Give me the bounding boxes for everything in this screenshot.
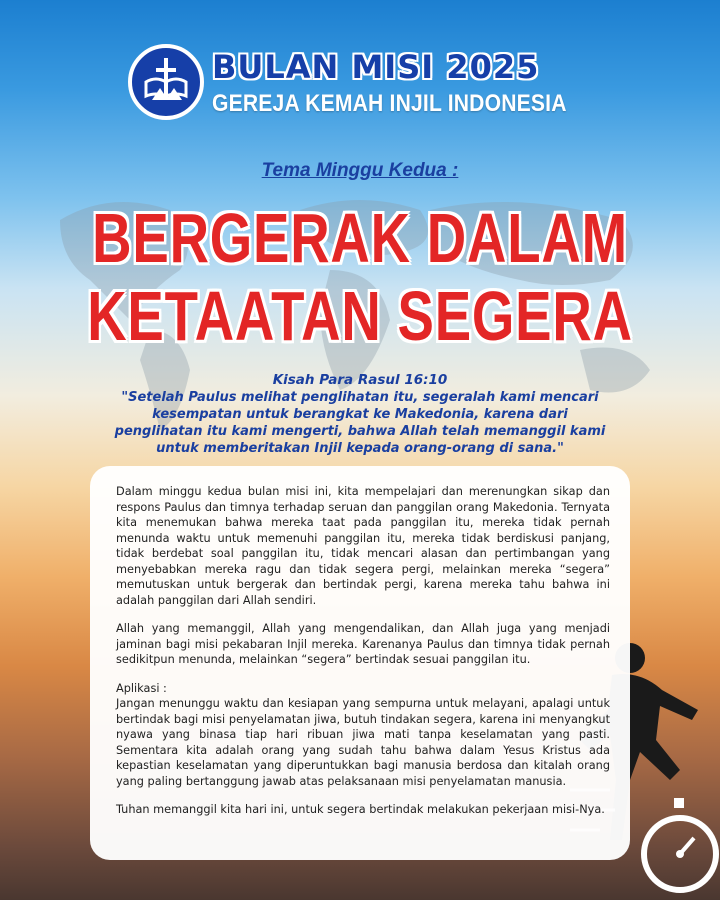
stopwatch-icon bbox=[636, 792, 720, 900]
verse-line: kesempatan untuk berangkat ke Makedonia, karena dari bbox=[152, 407, 568, 422]
message-card bbox=[90, 466, 630, 860]
headline-line-2: KETAATAN SEGERA bbox=[87, 277, 633, 355]
application-text: Jangan menunggu waktu dan kesiapan yang sempurna untuk melayani, apalagi untuk bertindak bagi misi penyelamatan jiwa, butuh tindakan segera, karena ini menyangkut nyawa yang binasa tiap hari ribuan jiwa mati tanpa keselamatan yang pasti. Sementara kita adalah orang yang sudah tahu bahwa dalam Yesus Kristus ada kepastian keselamatan yang diperuntukkan bagi manusia berdosa dan kitalah orang yang paling bertanggung jawab atas pelaksanaan misi penyelamatan manusia. bbox=[116, 697, 610, 788]
verse-line: penglihatan itu kami mengerti, bahwa Allah telah memanggil kami bbox=[114, 424, 606, 439]
bible-verse bbox=[100, 372, 620, 457]
card-body bbox=[116, 484, 610, 831]
verse-line: untuk memberitakan Injil kepada orang-orang di sana." bbox=[156, 441, 564, 456]
org-title: BULAN MISI 2025 bbox=[212, 48, 540, 86]
theme-label: Tema Minggu Kedua : bbox=[261, 160, 459, 181]
headline-line-1: BERGERAK DALAM bbox=[92, 199, 628, 277]
paragraph-1: Dalam minggu kedua bulan misi ini, kita mempelajari dan merenungkan sikap dan respons Paulus dan timnya terhadap seruan dan panggilan orang Makedonia. Ternyata kita menemukan bahwa mereka taat pada panggilan itu, mereka tidak pernah menunda waktu untuk memenuhi panggilan itu, mereka tidak berdiskusi panjang, tidak berdebat soal panggilan itu, tidak mencari alasan dan pertimbangan yang menyebabkan mereka ragu dan tidak segera pergi, melainkan mereka “segera” memutuskan untuk bergerak dan bertindak pergi, karena mereka tahu bahwa ini adalah panggilan dari Allah sendiri. bbox=[116, 485, 610, 607]
verse-reference: Kisah Para Rasul 16:10 bbox=[272, 372, 448, 388]
paragraph-2: Allah yang memanggil, Allah yang mengendalikan, dan Allah juga yang menjadi jaminan bagi misi pekabaran Injil mereka. Karenanya Paulus dan timnya tidak pernah sedikitpun menunda, melainkan “segera” bertindak sesuai panggilan itu. bbox=[116, 622, 610, 666]
application-label: Aplikasi : bbox=[116, 681, 167, 695]
church-logo-icon bbox=[128, 44, 204, 120]
org-subtitle: GEREJA KEMAH INJIL INDONESIA bbox=[212, 90, 567, 117]
verse-line: "Setelah Paulus melihat penglihatan itu, segeralah kami mencari bbox=[121, 390, 599, 405]
closing-text: Tuhan memanggil kita hari ini, untuk segera bertindak melakukan pekerjaan misi-Nya. bbox=[116, 803, 605, 816]
